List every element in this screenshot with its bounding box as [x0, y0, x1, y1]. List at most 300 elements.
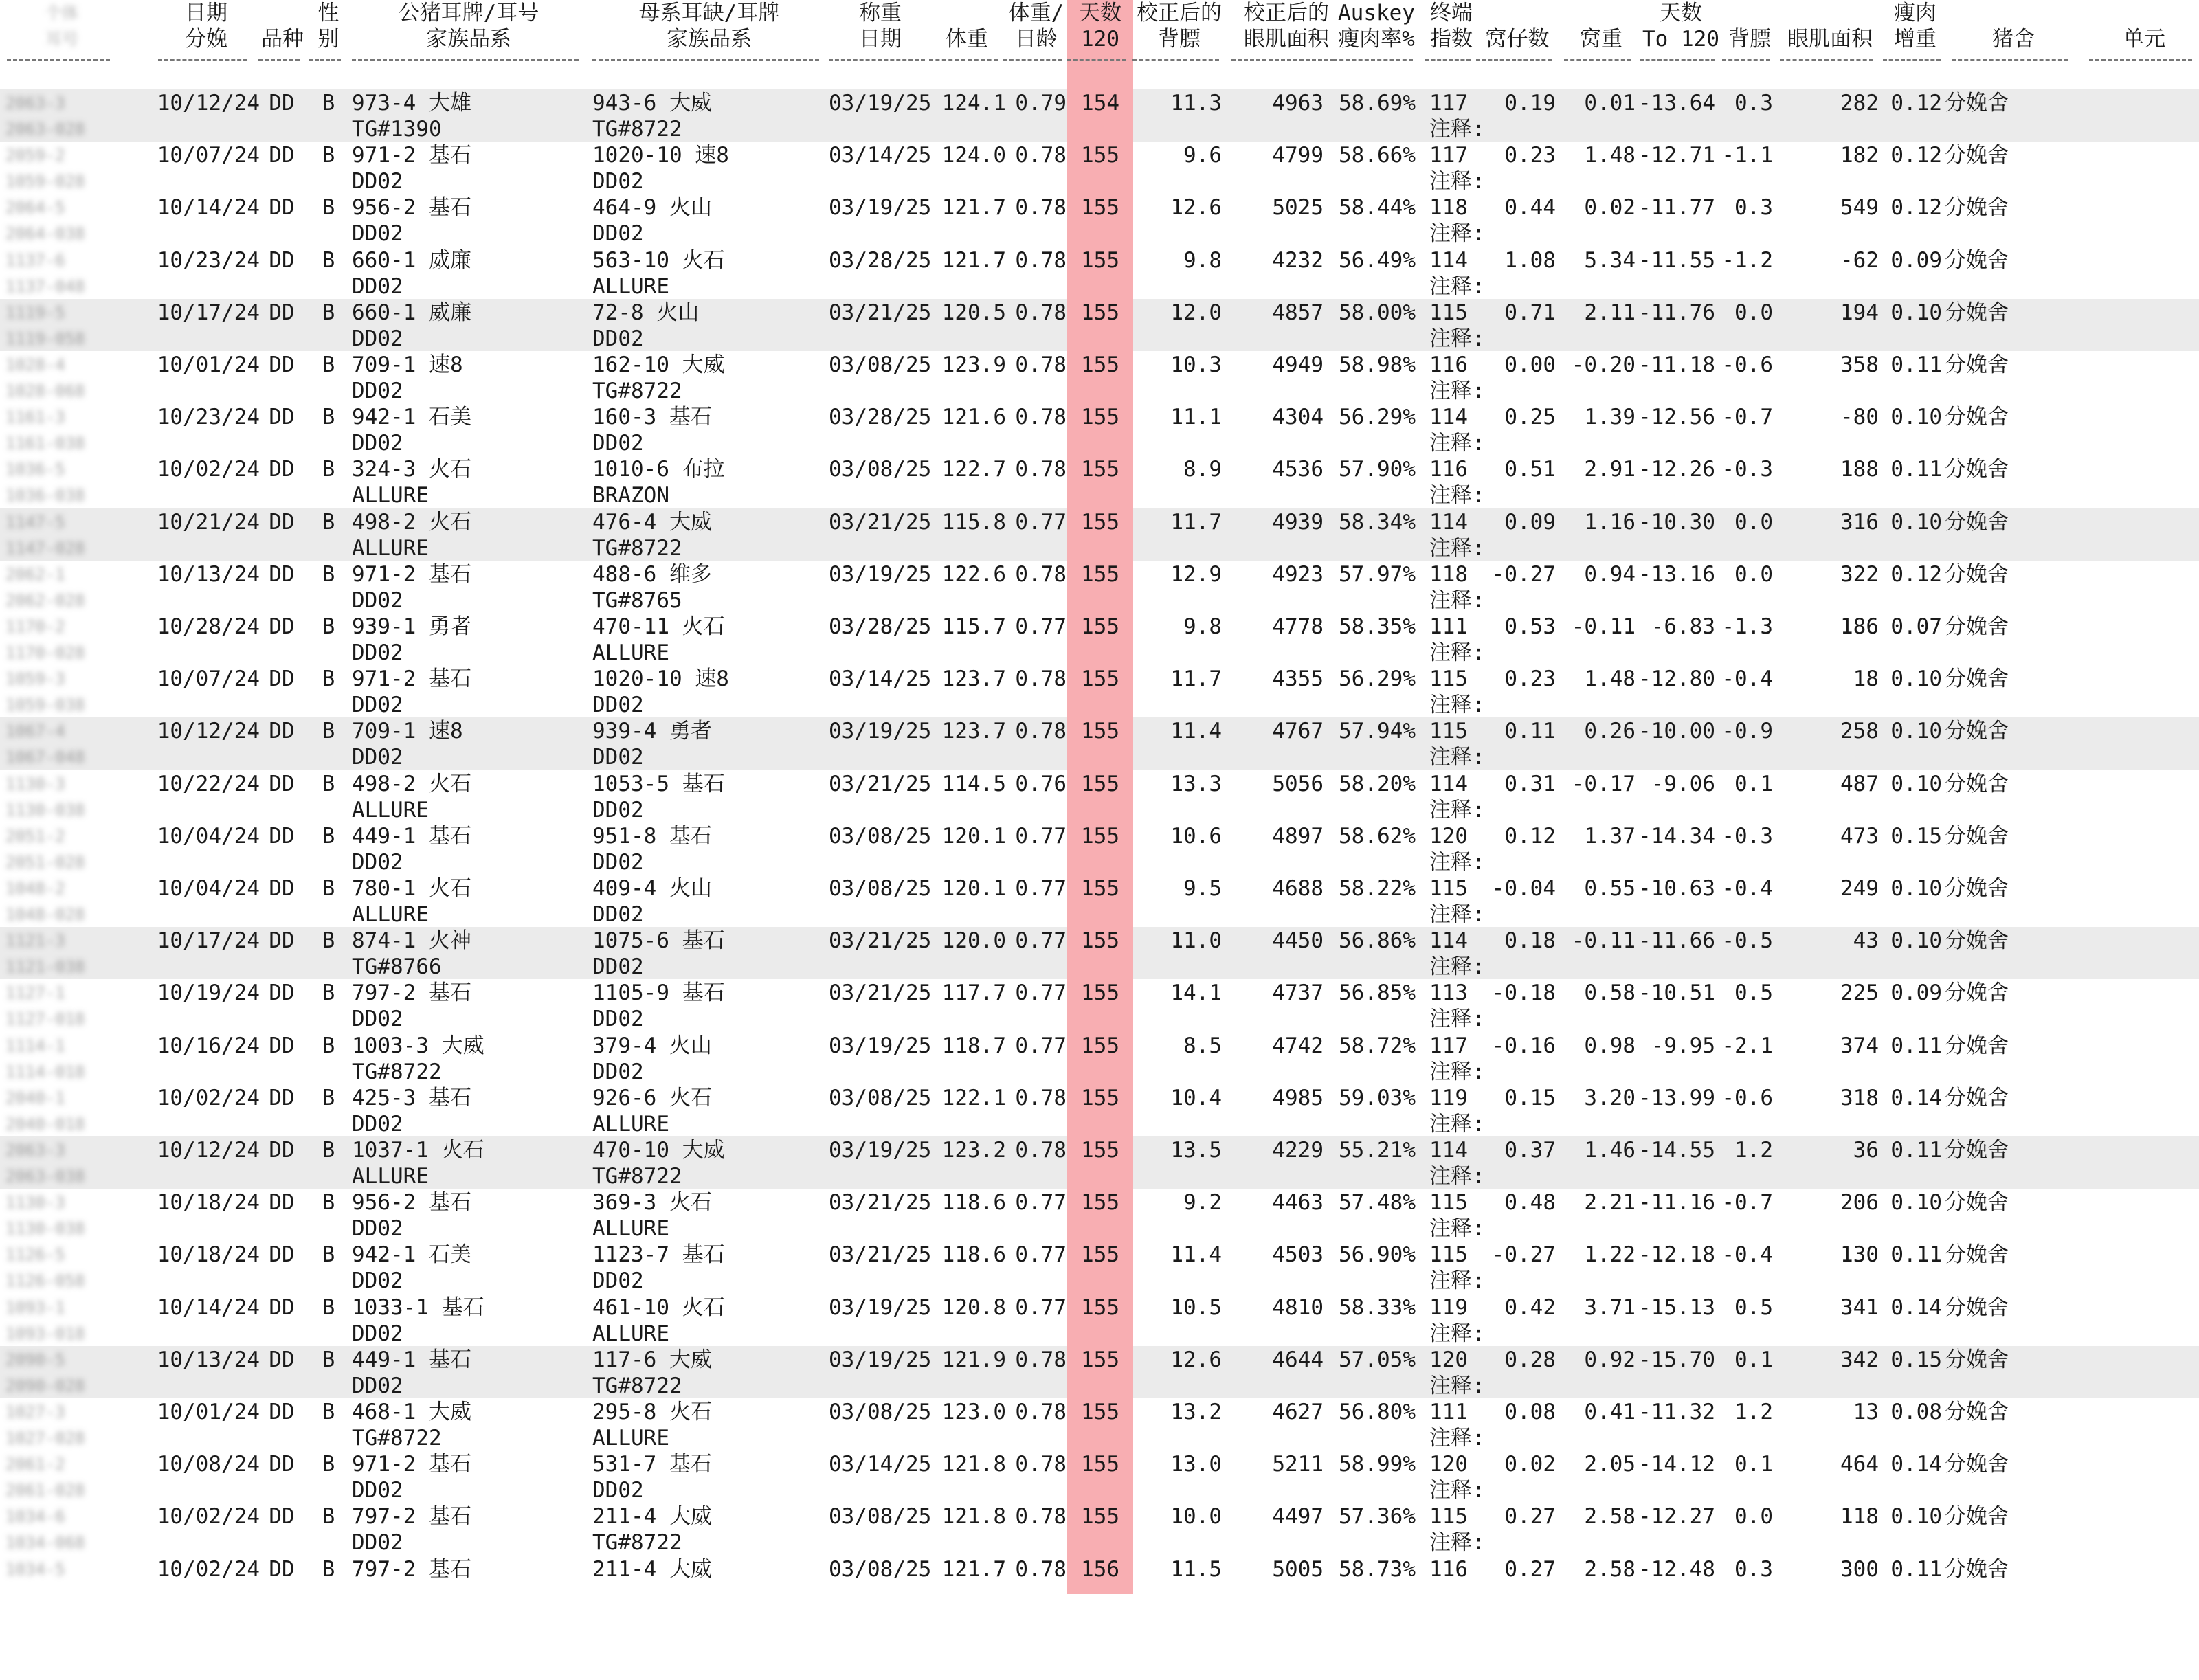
note-label: 注释:	[1429, 587, 1485, 613]
cell-days120: 155	[1081, 300, 1119, 325]
column-header-line1: 校正后的	[1137, 1, 1222, 25]
table-row[interactable]	[0, 248, 2199, 300]
cell-to120: -9.06	[1651, 771, 1715, 796]
cell-litter-w: 0.02	[1584, 195, 1636, 221]
cell-lea2: 342	[1840, 1347, 1879, 1372]
cell-adg: 0.78	[1015, 1556, 1067, 1582]
animal-id-secondary: 1119-058	[5, 328, 85, 348]
cell-index: 118	[1429, 195, 1468, 221]
cell-days120: 155	[1081, 1504, 1119, 1530]
cell-lean-gain: 0.10	[1890, 509, 1942, 535]
cell-adg: 0.78	[1015, 300, 1067, 325]
table-row[interactable]	[0, 457, 2199, 509]
cell-bf: 10.6	[1170, 823, 1222, 849]
cell-lean: 57.05%	[1339, 1347, 1416, 1372]
cell-breed: DD	[269, 91, 295, 115]
cell-bf: 8.5	[1183, 1033, 1222, 1058]
cell-lea: 5005	[1272, 1556, 1324, 1582]
cell-weigh-date: 03/28/25	[829, 405, 932, 430]
cell-weight: 123.2	[941, 1138, 1006, 1163]
cell-sire: 971-2 基石	[352, 143, 471, 168]
cell-bf: 10.5	[1170, 1295, 1222, 1320]
cell-weigh-date: 03/14/25	[829, 143, 932, 168]
cell-weigh-date: 03/19/25	[829, 1138, 932, 1163]
cell-sire: 971-2 基石	[352, 561, 471, 587]
dam-family-line: DD02	[592, 1059, 644, 1084]
cell-index: 119	[1429, 1295, 1468, 1320]
cell-litter-w: 0.41	[1584, 1400, 1636, 1424]
cell-farrow-date: 10/17/24	[157, 300, 260, 325]
cell-weight: 121.7	[941, 1556, 1006, 1582]
cell-barn: 分娩舍	[1945, 614, 2009, 639]
cell-sex: B	[322, 719, 335, 744]
cell-lean-gain: 0.10	[1890, 667, 1942, 692]
cell-days120: 155	[1081, 614, 1119, 639]
cell-farrow-date: 10/14/24	[157, 1295, 260, 1320]
cell-weight: 121.8	[941, 1504, 1006, 1530]
cell-barn: 分娩舍	[1945, 91, 2009, 115]
cell-lea2: 18	[1853, 667, 1879, 692]
note-label: 注释:	[1429, 849, 1485, 875]
cell-dam: 1010-6 布拉	[592, 457, 725, 482]
cell-days120: 155	[1081, 1242, 1119, 1268]
cell-lean: 57.48%	[1339, 1190, 1416, 1216]
cell-lea: 4799	[1272, 143, 1324, 168]
dam-family-line: ALLURE	[592, 1321, 669, 1346]
table-row[interactable]	[0, 1347, 2199, 1400]
cell-lean-gain: 0.11	[1890, 1556, 1942, 1582]
table-row[interactable]	[0, 1086, 2199, 1138]
cell-barn: 分娩舍	[1945, 1556, 2009, 1582]
cell-sire: 1003-3 大威	[352, 1033, 484, 1058]
cell-weight: 123.7	[941, 667, 1006, 692]
cell-index: 111	[1429, 614, 1468, 639]
table-row[interactable]	[0, 719, 2199, 771]
table-row[interactable]	[0, 562, 2199, 614]
cell-weigh-date: 03/19/25	[829, 195, 932, 221]
cell-bf: 10.0	[1170, 1504, 1222, 1530]
cell-bf2: -0.6	[1721, 1085, 1773, 1110]
dam-family-line: TG#8722	[592, 1373, 682, 1398]
header-rule	[1132, 59, 1219, 61]
column-header-days120	[1067, 0, 1133, 52]
cell-farrow-date: 10/13/24	[157, 561, 260, 587]
cell-weigh-date: 03/14/25	[829, 1452, 932, 1477]
sire-family-line: DD02	[352, 326, 403, 351]
animal-id: 2064-5	[5, 198, 65, 218]
cell-lean-gain: 0.15	[1890, 1347, 1942, 1372]
table-row[interactable]	[0, 1295, 2199, 1347]
cell-to120: -10.30	[1638, 509, 1715, 535]
dam-family-line: DD02	[592, 431, 644, 456]
dam-family-line: DD02	[592, 1268, 644, 1294]
cell-barn: 分娩舍	[1945, 405, 2009, 430]
cell-farrow-date: 10/07/24	[157, 667, 260, 692]
column-header-line1: 瘦肉	[1894, 1, 1936, 25]
cell-lean-gain: 0.10	[1890, 1504, 1942, 1530]
column-header-line2: To 120	[1642, 27, 1719, 52]
cell-breed: DD	[269, 1033, 295, 1058]
cell-lean-gain: 0.15	[1890, 823, 1942, 849]
cell-litter-w: 0.55	[1584, 876, 1636, 901]
animal-id-secondary: 1126-058	[5, 1271, 85, 1291]
cell-breed: DD	[269, 1504, 295, 1530]
sire-family-line: DD02	[352, 169, 403, 194]
cell-lea: 4939	[1272, 509, 1324, 535]
cell-sire: 425-3 基石	[352, 1085, 471, 1110]
cell-lea: 4767	[1272, 719, 1324, 744]
cell-breed: DD	[269, 300, 295, 325]
cell-breed: DD	[269, 247, 295, 273]
cell-sire: 942-1 石美	[352, 1242, 471, 1268]
table-row[interactable]	[0, 981, 2199, 1033]
column-header-line1: 体重/	[1008, 1, 1064, 25]
cell-lea2: 300	[1840, 1556, 1879, 1582]
cell-litter-w: -0.17	[1571, 771, 1636, 796]
cell-weight: 118.6	[941, 1190, 1006, 1216]
sire-family-line: ALLURE	[352, 1164, 429, 1189]
cell-to120: -12.56	[1638, 405, 1715, 430]
cell-dam: 369-3 火石	[592, 1190, 712, 1216]
cell-weight: 121.8	[941, 1452, 1006, 1477]
cell-litter-n: 0.31	[1504, 771, 1556, 796]
cell-lea: 4229	[1272, 1138, 1324, 1163]
cell-bf: 10.3	[1170, 352, 1222, 377]
cell-index: 113	[1429, 981, 1468, 1006]
dam-family-line: TG#8722	[592, 1530, 682, 1556]
sire-family-line: DD02	[352, 1216, 403, 1242]
cell-adg: 0.78	[1015, 561, 1067, 587]
cell-lea2: 322	[1840, 561, 1879, 587]
table-row[interactable]	[0, 1242, 2199, 1295]
cell-weigh-date: 03/08/25	[829, 352, 932, 377]
cell-lean-gain: 0.09	[1890, 981, 1942, 1006]
note-label: 注释:	[1429, 1268, 1485, 1294]
table-row[interactable]	[0, 1190, 2199, 1242]
cell-bf: 13.2	[1170, 1400, 1222, 1424]
cell-litter-n: 0.28	[1504, 1347, 1556, 1372]
cell-bf: 13.5	[1170, 1138, 1222, 1163]
cell-lean-gain: 0.10	[1890, 1190, 1942, 1216]
note-label: 注释:	[1429, 745, 1485, 770]
header-rule	[258, 59, 300, 61]
dam-family-line: DD02	[592, 1478, 644, 1503]
cell-farrow-date: 10/14/24	[157, 195, 260, 221]
cell-litter-w: -0.11	[1571, 614, 1636, 639]
cell-adg: 0.77	[1015, 981, 1067, 1006]
dam-family-line: BRAZON	[592, 483, 669, 508]
cell-litter-w: 1.48	[1584, 143, 1636, 168]
cell-bf2: -2.1	[1721, 1033, 1773, 1058]
cell-adg: 0.78	[1015, 1347, 1067, 1372]
column-header-line2: 猪舍	[1992, 27, 2035, 52]
cell-lea: 4644	[1272, 1347, 1324, 1372]
cell-farrow-date: 10/07/24	[157, 143, 260, 168]
animal-id: 1127-1	[5, 983, 65, 1003]
sire-family-line: DD02	[352, 379, 403, 403]
cell-lean: 58.34%	[1339, 509, 1416, 535]
animal-id-secondary: 1114-018	[5, 1062, 85, 1082]
cell-litter-w: 5.34	[1584, 247, 1636, 273]
cell-weight: 123.0	[941, 1400, 1006, 1424]
table-row[interactable]	[0, 510, 2199, 562]
dam-family-line: ALLURE	[592, 1426, 669, 1451]
cell-barn: 分娩舍	[1945, 247, 2009, 273]
cell-to120: -12.18	[1638, 1242, 1715, 1268]
animal-id: 1170-2	[5, 617, 65, 636]
cell-farrow-date: 10/01/24	[157, 352, 260, 377]
cell-weight: 114.5	[941, 771, 1006, 796]
cell-lean-gain: 0.11	[1890, 1242, 1942, 1268]
cell-lean-gain: 0.14	[1890, 1295, 1942, 1320]
dam-family-line: DD02	[592, 849, 644, 875]
cell-lea2: 130	[1840, 1242, 1879, 1268]
cell-litter-w: 1.39	[1584, 405, 1636, 430]
cell-to120: -12.48	[1638, 1556, 1715, 1582]
cell-lean-gain: 0.14	[1890, 1085, 1942, 1110]
table-row[interactable]	[0, 143, 2199, 195]
cell-barn: 分娩舍	[1945, 771, 2009, 796]
column-header-line2: 家族品系	[426, 27, 511, 52]
cell-sire: 942-1 石美	[352, 405, 471, 430]
cell-bf2: -0.3	[1721, 457, 1773, 482]
table-row[interactable]	[0, 1033, 2199, 1086]
table-row[interactable]	[0, 352, 2199, 405]
cell-lean: 58.73%	[1339, 1556, 1416, 1582]
cell-sex: B	[322, 143, 335, 168]
table-row[interactable]	[0, 1138, 2199, 1190]
animal-id-secondary: 2064-038	[5, 224, 85, 244]
column-header-dam	[592, 0, 826, 52]
cell-barn: 分娩舍	[1945, 1033, 2009, 1058]
table-row[interactable]	[0, 667, 2199, 719]
note-label: 注释:	[1429, 483, 1485, 508]
cell-bf2: -0.5	[1721, 928, 1773, 954]
cell-dam: 563-10 火石	[592, 247, 725, 273]
cell-lea: 4949	[1272, 352, 1324, 377]
cell-weigh-date: 03/08/25	[829, 1504, 932, 1530]
cell-sire: 780-1 火石	[352, 876, 471, 901]
cell-bf2: 0.1	[1734, 1347, 1773, 1372]
cell-dam: 470-11 火石	[592, 614, 725, 639]
cell-lea2: 36	[1853, 1138, 1879, 1163]
cell-lean: 58.22%	[1339, 876, 1416, 901]
cell-sex: B	[322, 247, 335, 273]
cell-sex: B	[322, 667, 335, 692]
cell-farrow-date: 10/16/24	[157, 1033, 260, 1058]
column-header-unit	[2089, 0, 2199, 52]
column-header-line2: 别	[317, 27, 339, 52]
cell-dam: 160-3 基石	[592, 405, 712, 430]
cell-dam: 926-6 火石	[592, 1085, 712, 1110]
cell-lean: 58.33%	[1339, 1295, 1416, 1320]
sire-family-line: DD02	[352, 431, 403, 456]
cell-lean: 58.44%	[1339, 195, 1416, 221]
sire-family-line: DD02	[352, 587, 403, 613]
cell-sex: B	[322, 352, 335, 377]
cell-weigh-date: 03/08/25	[829, 1556, 932, 1582]
cell-lea: 4463	[1272, 1190, 1324, 1216]
cell-lean-gain: 0.10	[1890, 405, 1942, 430]
cell-farrow-date: 10/12/24	[157, 1138, 260, 1163]
cell-breed: DD	[269, 1556, 295, 1582]
cell-bf: 12.0	[1170, 300, 1222, 325]
table-row[interactable]	[0, 405, 2199, 457]
cell-barn: 分娩舍	[1945, 1138, 2009, 1163]
cell-to120: -13.99	[1638, 1085, 1715, 1110]
cell-adg: 0.78	[1015, 1400, 1067, 1424]
header-rule	[309, 59, 341, 61]
cell-to120: -14.34	[1638, 823, 1715, 849]
cell-index: 111	[1429, 1400, 1468, 1424]
cell-lea2: 43	[1853, 928, 1879, 954]
cell-lean-gain: 0.12	[1890, 561, 1942, 587]
cell-bf2: -0.3	[1721, 823, 1773, 849]
cell-breed: DD	[269, 928, 295, 954]
cell-sire: 971-2 基石	[352, 1452, 471, 1477]
cell-lea: 5211	[1272, 1452, 1324, 1477]
cell-barn: 分娩舍	[1945, 352, 2009, 377]
cell-lea2: -62	[1840, 247, 1879, 273]
sire-family-line: TG#8766	[352, 954, 442, 980]
cell-adg: 0.77	[1015, 1242, 1067, 1268]
cell-weight: 122.6	[941, 561, 1006, 587]
cell-litter-n: 0.71	[1504, 300, 1556, 325]
cell-bf: 9.6	[1183, 143, 1222, 168]
dam-family-line: TG#8722	[592, 117, 682, 142]
cell-weigh-date: 03/08/25	[829, 1400, 932, 1424]
table-row[interactable]	[0, 91, 2199, 143]
cell-dam: 951-8 基石	[592, 823, 712, 849]
cell-days120: 155	[1081, 509, 1119, 535]
table-row[interactable]	[0, 928, 2199, 981]
cell-bf: 11.7	[1170, 667, 1222, 692]
cell-bf: 13.0	[1170, 1452, 1222, 1477]
animal-id-secondary: 1059-038	[5, 695, 85, 715]
cell-bf: 12.6	[1170, 195, 1222, 221]
cell-lean: 57.97%	[1339, 561, 1416, 587]
animal-id-secondary: 1170-028	[5, 643, 85, 662]
table-row[interactable]	[0, 195, 2199, 247]
table-row[interactable]	[0, 300, 2199, 352]
column-header-adg	[1003, 0, 1069, 52]
table-row[interactable]	[0, 1400, 2199, 1452]
cell-bf2: 0.0	[1734, 509, 1773, 535]
note-label: 注释:	[1429, 1216, 1485, 1242]
note-label: 注释:	[1429, 221, 1485, 247]
sire-family-line: DD02	[352, 1373, 403, 1398]
table-row[interactable]	[0, 876, 2199, 928]
cell-index: 115	[1429, 719, 1468, 744]
cell-dam: 1123-7 基石	[592, 1242, 725, 1268]
animal-id: 1114-1	[5, 1035, 65, 1055]
cell-barn: 分娩舍	[1945, 1504, 2009, 1530]
dam-family-line: ALLURE	[592, 1216, 669, 1242]
column-header-line1: 天数	[1660, 1, 1702, 25]
cell-bf2: 0.3	[1734, 1556, 1773, 1582]
column-header-bf	[1132, 0, 1226, 52]
cell-lean: 57.36%	[1339, 1504, 1416, 1530]
cell-litter-n: 0.27	[1504, 1556, 1556, 1582]
cell-breed: DD	[269, 1347, 295, 1372]
cell-lean-gain: 0.11	[1890, 1033, 1942, 1058]
cell-index: 115	[1429, 667, 1468, 692]
sire-family-line: DD02	[352, 1007, 403, 1032]
cell-adg: 0.77	[1015, 876, 1067, 901]
cell-barn: 分娩舍	[1945, 1347, 2009, 1372]
cell-weight: 118.6	[941, 1242, 1006, 1268]
dam-family-line: DD02	[592, 169, 644, 194]
animal-id-secondary: 1130-038	[5, 800, 85, 820]
cell-litter-n: 0.37	[1504, 1138, 1556, 1163]
cell-adg: 0.77	[1015, 823, 1067, 849]
table-row[interactable]	[0, 1557, 2199, 1609]
cell-adg: 0.78	[1015, 1504, 1067, 1530]
cell-dam: 939-4 勇者	[592, 719, 712, 744]
animal-id: 1028-4	[5, 355, 65, 374]
cell-breed: DD	[269, 876, 295, 901]
cell-bf: 11.0	[1170, 928, 1222, 954]
table-row[interactable]	[0, 1504, 2199, 1556]
cell-to120: -9.95	[1651, 1033, 1715, 1058]
cell-to120: -12.80	[1638, 667, 1715, 692]
cell-lean: 57.90%	[1339, 457, 1416, 482]
table-row[interactable]	[0, 614, 2199, 667]
cell-bf2: -0.4	[1721, 876, 1773, 901]
cell-barn: 分娩舍	[1945, 1242, 2009, 1268]
animal-id-secondary: 1130-038	[5, 1219, 85, 1239]
animal-id-secondary: 1028-068	[5, 381, 85, 401]
animal-id-secondary: 2063-028	[5, 120, 85, 139]
note-label: 注释:	[1429, 797, 1485, 822]
cell-breed: DD	[269, 143, 295, 168]
table-row[interactable]	[0, 824, 2199, 876]
cell-days120: 155	[1081, 561, 1119, 587]
table-row[interactable]	[0, 772, 2199, 824]
header-rule	[1333, 59, 1413, 61]
cell-to120: -12.26	[1638, 457, 1715, 482]
column-header-lean_gain	[1883, 0, 1947, 52]
cell-bf: 12.9	[1170, 561, 1222, 587]
cell-litter-n: 0.44	[1504, 195, 1556, 221]
cell-lean-gain: 0.10	[1890, 300, 1942, 325]
cell-days120: 155	[1081, 667, 1119, 692]
cell-farrow-date: 10/19/24	[157, 981, 260, 1006]
cell-sex: B	[322, 405, 335, 430]
column-header-line1: 公猪耳牌/耳号	[398, 1, 539, 25]
sire-family-line: DD02	[352, 1111, 403, 1136]
cell-barn: 分娩舍	[1945, 1295, 2009, 1320]
column-header-line1	[1564, 0, 1638, 26]
dam-family-line: DD02	[592, 693, 644, 718]
header-rule	[1425, 59, 1471, 61]
dam-family-line: TG#8722	[592, 1164, 682, 1189]
dam-family-line: DD02	[592, 954, 644, 980]
cell-bf: 14.1	[1170, 981, 1222, 1006]
cell-bf2: -1.3	[1721, 614, 1773, 639]
cell-farrow-date: 10/12/24	[157, 91, 260, 115]
cell-weight: 120.0	[941, 928, 1006, 954]
column-header-line1	[2089, 0, 2199, 26]
column-header-line1: 校正后的	[1244, 1, 1329, 25]
table-row[interactable]	[0, 1452, 2199, 1504]
column-header-line1	[929, 0, 1005, 26]
dam-family-line: DD02	[592, 1007, 644, 1032]
cell-breed: DD	[269, 1085, 295, 1110]
cell-days120: 155	[1081, 981, 1119, 1006]
cell-to120: -11.66	[1638, 928, 1715, 954]
cell-adg: 0.79	[1015, 91, 1067, 115]
